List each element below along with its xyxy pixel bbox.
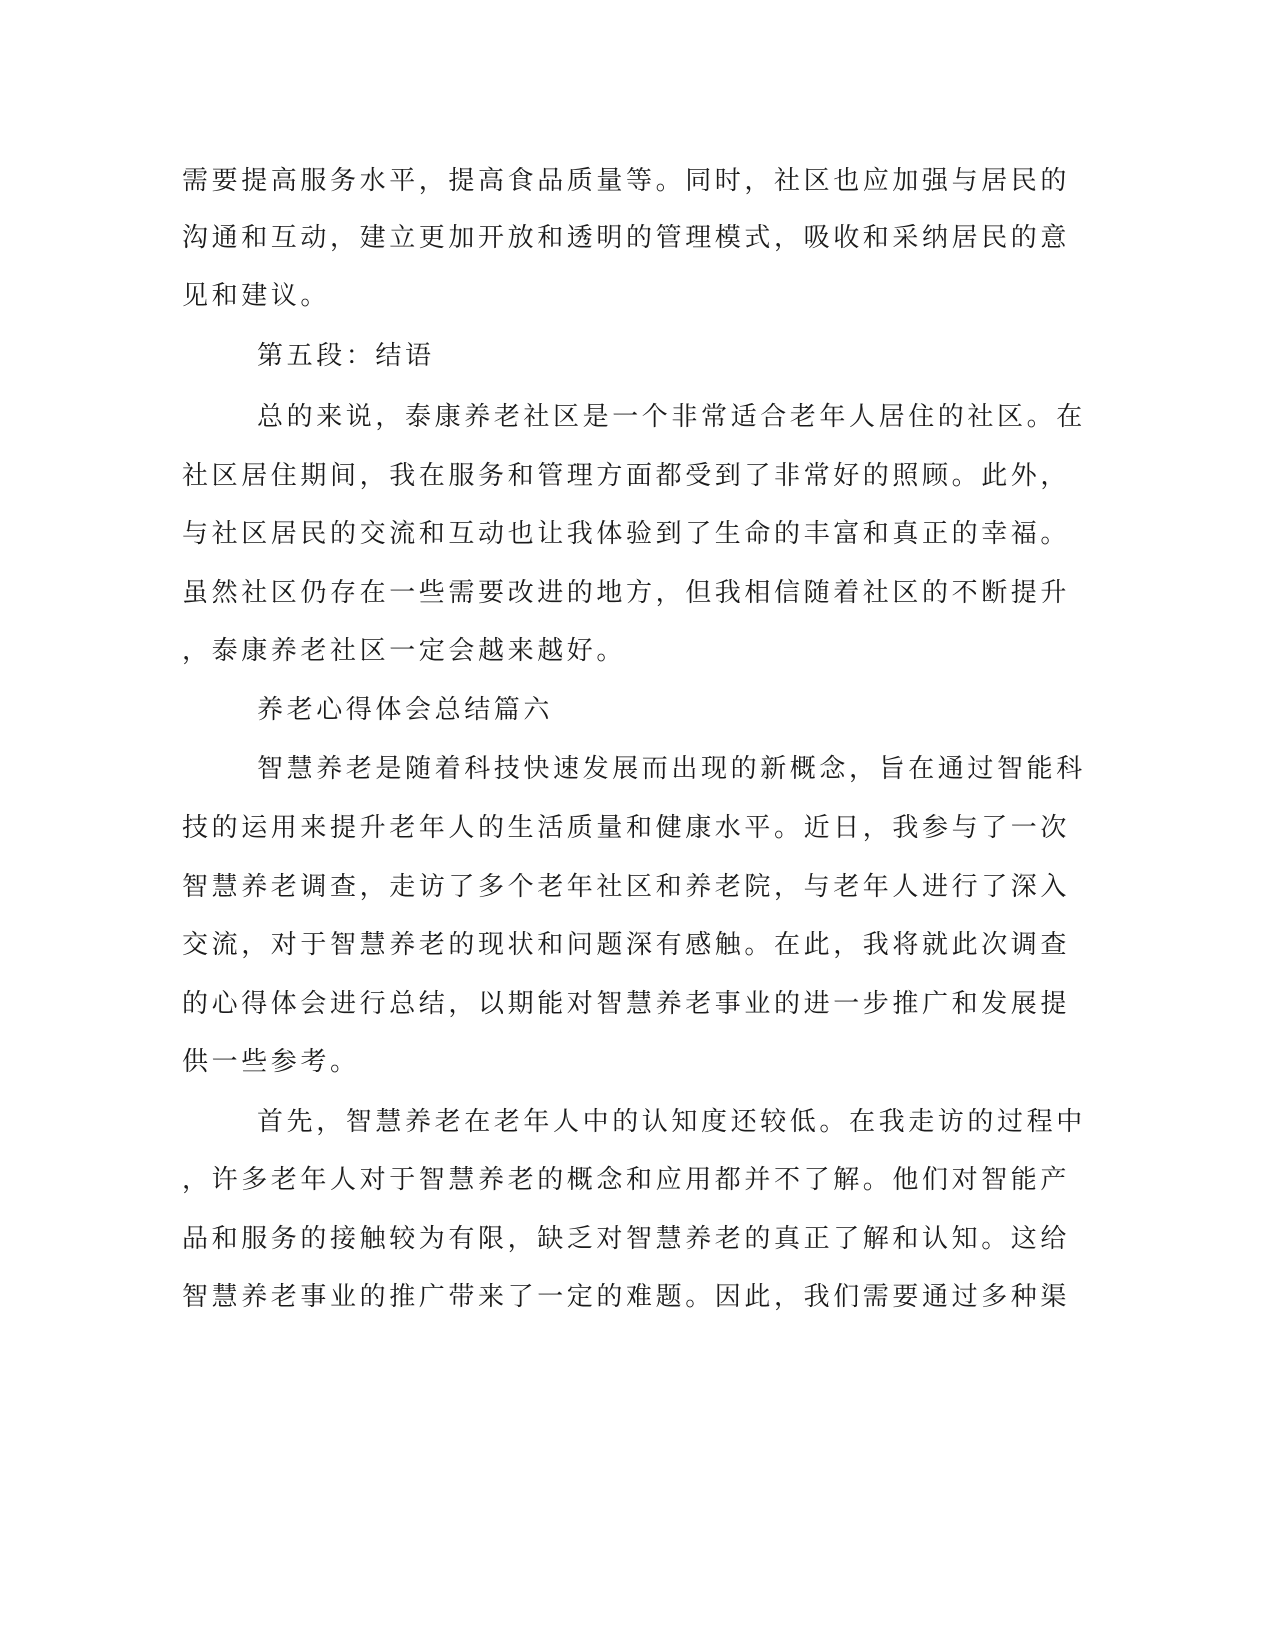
paragraph-line: ，泰康养老社区一定会越来越好。 — [182, 636, 627, 666]
paragraph-line: 总的来说，泰康养老社区是一个非常适合老年人居住的社区。在 — [257, 402, 1086, 432]
paragraph-line: 与社区居民的交流和互动也让我体验到了生命的丰富和真正的幸福。 — [182, 519, 1071, 549]
section-heading: 养老心得体会总结篇六 — [257, 695, 554, 725]
paragraph-line: 的心得体会进行总结，以期能对智慧养老事业的进一步推广和发展提 — [182, 989, 1071, 1019]
section-heading: 第五段：结语 — [257, 341, 435, 371]
paragraph-line: 智慧养老事业的推广带来了一定的难题。因此，我们需要通过多种渠 — [182, 1282, 1071, 1312]
paragraph-line: 沟通和互动，建立更加开放和透明的管理模式，吸收和采纳居民的意 — [182, 223, 1071, 253]
paragraph-line: 智慧养老调查，走访了多个老年社区和养老院，与老年人进行了深入 — [182, 872, 1071, 902]
paragraph-line: 社区居住期间，我在服务和管理方面都受到了非常好的照顾。此外， — [182, 461, 1071, 491]
paragraph-line: ，许多老年人对于智慧养老的概念和应用都并不了解。他们对智能产 — [182, 1165, 1071, 1195]
paragraph-line: 品和服务的接触较为有限，缺乏对智慧养老的真正了解和认知。这给 — [182, 1224, 1071, 1254]
paragraph-line: 首先，智慧养老在老年人中的认知度还较低。在我走访的过程中 — [257, 1107, 1086, 1137]
paragraph-line: 交流，对于智慧养老的现状和问题深有感触。在此，我将就此次调查 — [182, 930, 1071, 960]
paragraph-line: 智慧养老是随着科技快速发展而出现的新概念，旨在通过智能科 — [257, 754, 1086, 784]
paragraph-line: 见和建议。 — [182, 281, 331, 311]
paragraph-line: 技的运用来提升老年人的生活质量和健康水平。近日，我参与了一次 — [182, 813, 1071, 843]
paragraph-line: 虽然社区仍存在一些需要改进的地方，但我相信随着社区的不断提升 — [182, 578, 1071, 608]
paragraph-line: 供一些参考。 — [182, 1047, 360, 1077]
paragraph-line: 需要提高服务水平，提高食品质量等。同时，社区也应加强与居民的 — [182, 166, 1071, 196]
